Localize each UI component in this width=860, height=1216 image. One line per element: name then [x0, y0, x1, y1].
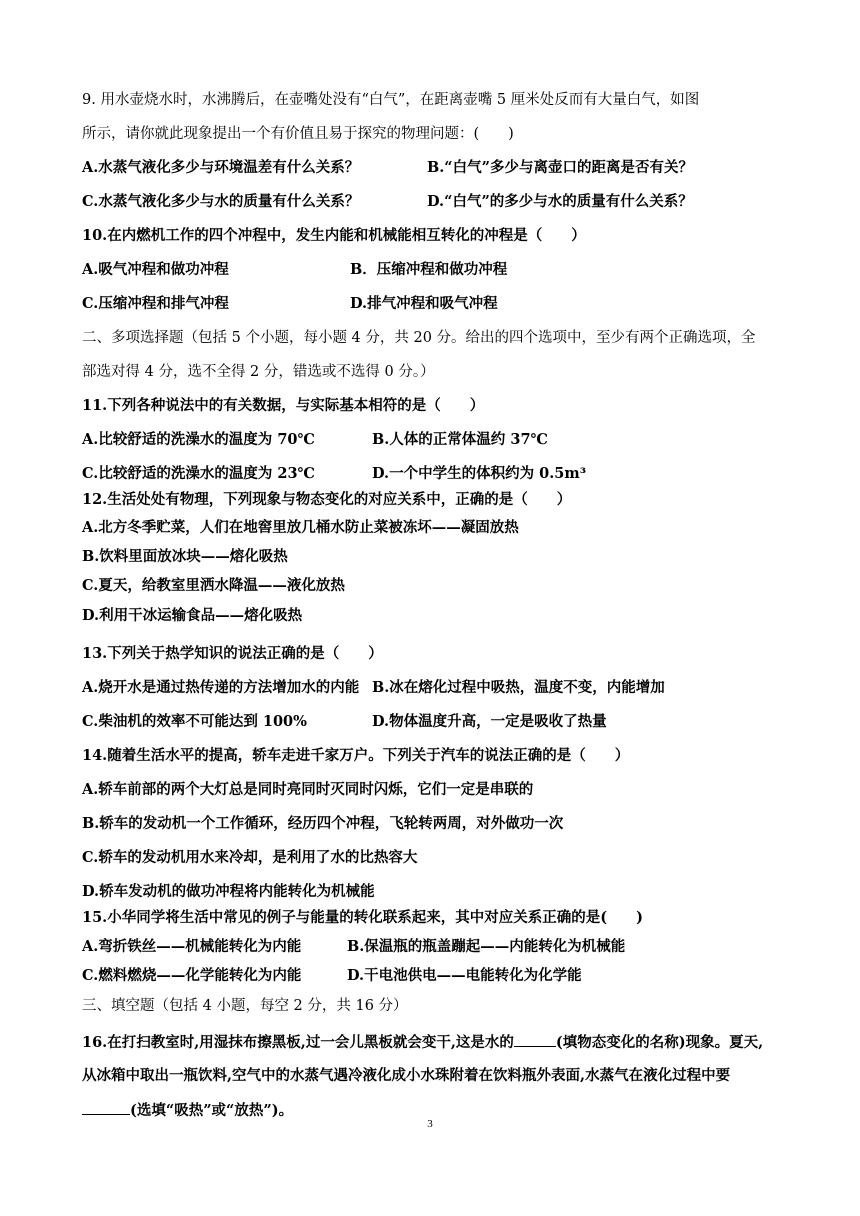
q11-option-d: D.一个中学生的体积约为 0.5m³: [372, 465, 587, 482]
q14-stem: 14.随着生活水平的提高，轿车走进千家万户。下列关于汽车的说法正确的是（ ）: [82, 747, 630, 764]
q9-options-ab: [82, 158, 820, 178]
q9-option-a: A.水蒸气液化多少与环境温差有什么关系？: [82, 159, 360, 176]
q10-stem: 10.在内燃机工作的四个冲程中，发生内能和机械能相互转化的冲程是（ ）: [82, 227, 586, 244]
q15-option-d: D.干电池供电——电能转化为化学能: [347, 967, 582, 984]
q13-option-d: D.物体温度升高，一定是吸收了热量: [372, 713, 607, 730]
q16-line2: 从冰箱中取出一瓶饮料,空气中的水蒸气遇冷液化成小水珠附着在饮料瓶外表面,水蒸气在液化过程中要: [82, 1067, 731, 1084]
q16-text-3b: (选填“吸热”或“放热”)。: [130, 1102, 294, 1119]
q15-option-c: C.燃料燃烧——化学能转化为内能: [82, 967, 302, 984]
q14-option-b: B.轿车的发动机一个工作循环，经历四个冲程，飞轮转两周，对外做功一次: [82, 815, 564, 832]
q10-options-cd: [82, 294, 820, 314]
q15-stem: 15.小华同学将生活中常见的例子与能量的转化联系起来，其中对应关系正确的是( ): [82, 909, 643, 926]
q9-stem-line2: 所示，请你就此现象提出一个有价值且易于探究的物理问题：( ): [82, 126, 514, 142]
q12-option-b: B.饮料里面放冰块——熔化吸热: [82, 548, 288, 565]
q11-options-ab: [82, 430, 820, 450]
q13-option-b: B.冰在熔化过程中吸热，温度不变，内能增加: [372, 679, 665, 696]
q9-option-c: C.水蒸气液化多少与水的质量有什么关系？: [82, 193, 360, 210]
q15-option-a: A.弯折铁丝——机械能转化为内能: [82, 938, 302, 955]
q15-options-cd: [82, 966, 820, 986]
q10-option-d: D.排气冲程和吸气冲程: [350, 295, 498, 312]
q13-option-a: A.烧开水是通过热传递的方法增加水的内能: [82, 679, 360, 696]
q12-option-d: D.利用干冰运输食品——熔化吸热: [82, 607, 303, 624]
section3-header: 三、填空题（包括 4 小题，每空 2 分，共 16 分）: [82, 998, 408, 1014]
q10-option-c: C.压缩冲程和排气冲程: [82, 295, 229, 312]
q12-option-c: C.夏天，给教室里洒水降温——液化放热: [82, 577, 345, 594]
q13-options-cd: [82, 712, 820, 732]
q13-option-c: C.柴油机的效率不可能达到 100%: [82, 713, 307, 730]
q13-options-ab: [82, 678, 820, 698]
q15-options-ab: [82, 937, 820, 957]
q10-option-a: A.吸气冲程和做功冲程: [82, 261, 229, 278]
q9-option-b: B.“白气”多少与离壶口的距离是否有关？: [427, 159, 693, 176]
q11-option-a: A.比较舒适的洗澡水的温度为 70℃: [82, 431, 315, 448]
q14-option-c: C.轿车的发动机用水来冷却，是利用了水的比热容大: [82, 849, 418, 866]
q11-stem: 11.下列各种说法中的有关数据，与实际基本相符的是（ ）: [82, 397, 485, 414]
q15-option-b: B.保温瓶的瓶盖蹦起——内能转化为机械能: [347, 938, 626, 955]
q13-stem: 13.下列关于热学知识的说法正确的是（ ）: [82, 645, 383, 662]
q16-blank-1[interactable]: [514, 1032, 556, 1047]
q16-text-1a: 16.在打扫教室时,用湿抹布擦黑板,过一会儿黑板就会变干,这是水的: [82, 1034, 514, 1051]
q14-option-a: A.轿车前部的两个大灯总是同时亮同时灭同时闪烁，它们一定是串联的: [82, 781, 534, 798]
section2-header-line2: 部选对得 4 分，选不全得 2 分，错选或不选得 0 分。）: [82, 364, 435, 380]
page-number: 3: [427, 1118, 433, 1130]
q16-blank-2[interactable]: [82, 1100, 130, 1115]
q14-option-d: D.轿车发动机的做功冲程将内能转化为机械能: [82, 883, 375, 900]
q9-options-cd: [82, 192, 820, 212]
q16-text-1b: (填物态变化的名称)现象。夏天,: [555, 1034, 764, 1051]
section2-header-line1: 二、多项选择题（包括 5 个小题，每小题 4 分，共 20 分。给出的四个选项中，至少有两个正确选项，全: [82, 330, 756, 346]
q11-options-cd: [82, 464, 820, 484]
q12-stem: 12.生活处处有物理，下列现象与物态变化的对应关系中，正确的是（ ）: [82, 491, 572, 508]
q9-stem-line1: 9. 用水壶烧水时，水沸腾后，在壶嘴处没有“白气”，在距离壶嘴 5 厘米处反而有大量白气，如图: [82, 92, 700, 108]
q12-option-a: A.北方冬季贮菜，人们在地窖里放几桶水防止菜被冻坏——凝固放热: [82, 519, 519, 536]
q10-option-b: B．压缩冲程和做功冲程: [350, 261, 508, 278]
q11-option-c: C.比较舒适的洗澡水的温度为 23℃: [82, 465, 315, 482]
q10-options-ab: [82, 260, 820, 280]
q9-option-d: D.“白气”的多少与水的质量有什么关系？: [427, 193, 693, 210]
q16-line1: [82, 1032, 820, 1053]
q11-option-b: B.人体的正常体温约 37℃: [372, 431, 548, 448]
